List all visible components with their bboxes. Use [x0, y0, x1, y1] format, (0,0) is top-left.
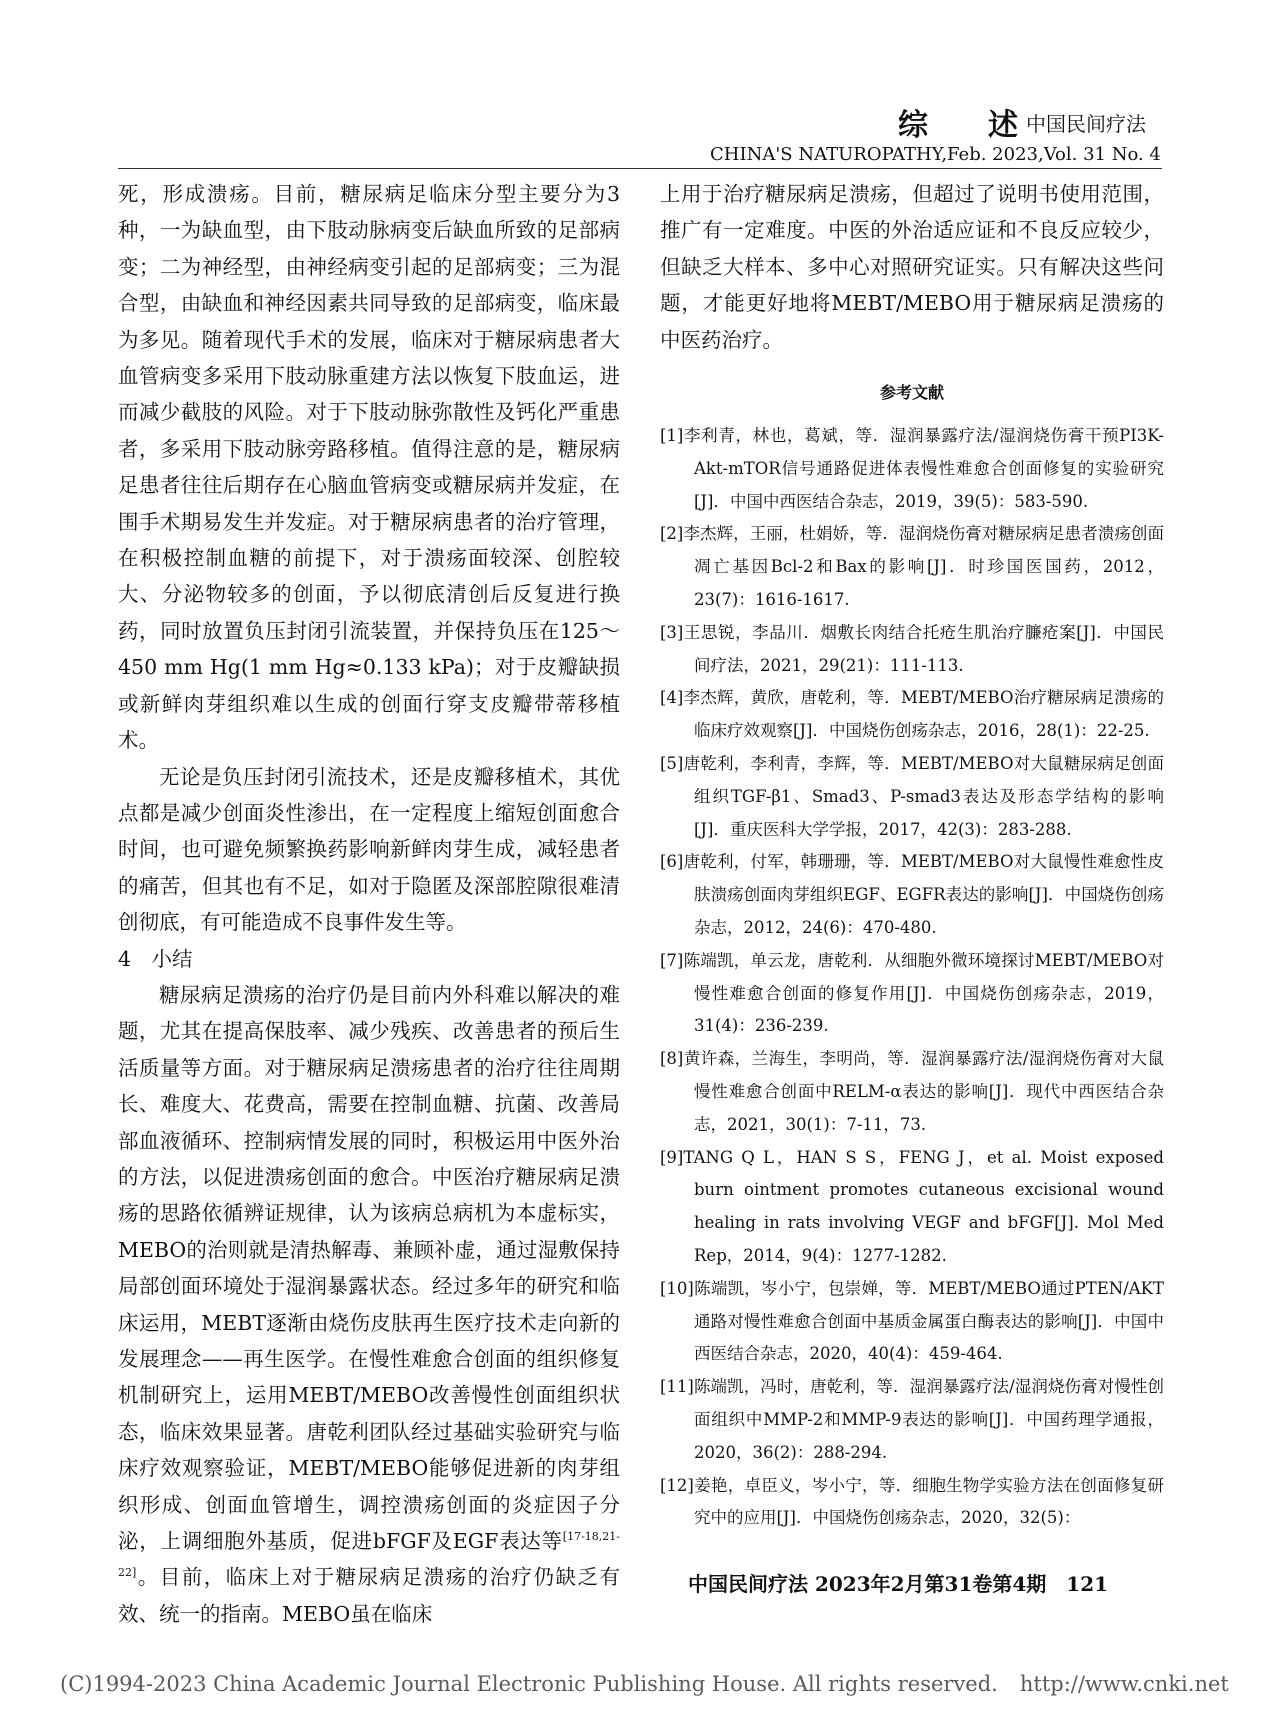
copyright-text: (C)1994-2023 China Academic Journal Electronic Publishing House. All rights reserved.: [60, 1672, 998, 1696]
paragraph-3-text-end: 。目前，临床上对于糖尿病足溃疡的治疗仍缺乏有效、统一的指南。MEBO虽在临床: [118, 1565, 620, 1626]
reference-item: [11]陈端凯，冯时，唐乾利，等．湿润暴露疗法/湿润烧伤膏对慢性创面组织中MMP-2和MMP-9表达的影响[J]．中国药理学通报，2020，36(2)：288-294.: [660, 1377, 1164, 1462]
body-paragraph-continued: 上用于治疗糖尿病足溃疡，但超过了说明书使用范围，推广有一定难度。中医的外治适应证和不良反应较少，但缺乏大样本、多中心对照研究证实。只有解决这些问题，才能更好地将MEBT/MEBO用于糖尿病足溃疡的中医药治疗。: [660, 182, 1164, 352]
paragraph-3-text: 糖尿病足溃疡的治疗仍是目前内外科难以解决的难题，尤其在提高保肢率、减少残疾、改善患者的预后生活质量等方面。对于糖尿病足溃疡患者的治疗往往周期长、难度大、花费高，需要在控制血糖、抗菌、改善局部血液循环、控制病情发展的同时，积极运用中医外治的方法，以促进溃疡创面的愈合。中医治疗糖尿病足溃疡的思路依循辨证规律，认为该病总病机为本虚标实，MEBO的治则就是清热解毒、兼顾补虚，通过湿敷保持局部创面环境处于湿润暴露状态。经过多年的研究和临床运用，MEBT逐渐由烧伤皮肤再生医疗技术走向新的发展理念——再生医学。在慢性难愈合创面的组织修复机制研究上，运用MEBT/MEBO改善慢性创面组织状态，临床效果显著。唐乾利团队经过基础实验研究与临床疗效观察验证，MEBT/MEBO能够促进新的肉芽组织形成、创面血管增生，调控溃疡创面的炎症因子分泌，上调细胞外基质，促进bFGF及EGF表达等: [118, 982, 620, 1554]
left-column: [118, 176, 620, 1632]
reference-item: [5]唐乾利，李利青，李辉，等．MEBT/MEBO对大鼠糖尿病足创面组织TGF-β1、Smad3、P-smad3表达及形态学结构的影响[J]．重庆医科大学学报，2017，42(3)：283-288.: [660, 754, 1164, 839]
section-heading-summary: 4 小结: [118, 946, 193, 971]
reference-item: [4]李杰辉，黄欣，唐乾利，等．MEBT/MEBO治疗糖尿病足溃疡的临床疗效观察[J]．中国烧伤创疡杂志，2016，28(1)：22-25.: [660, 688, 1164, 741]
reference-item: [7]陈端凯，单云龙，唐乾利．从细胞外微环境探讨MEBT/MEBO对慢性难愈合创面的修复作用[J]．中国烧伤创疡杂志，2019，31(4)：236-239.: [660, 950, 1164, 1036]
body-paragraph-2: 无论是负压封闭引流技术，还是皮瓣移植术，其优点都是减少创面炎性渗出，在一定程度上缩短创面愈合时间，也可避免频繁换药影响新鲜肉芽生成，减轻患者的痛苦，但其也有不足，如对于隐匿及深部腔隙很难清创彻底，有可能造成不良事件发生等。: [118, 764, 620, 935]
reference-item: [12]姜艳，卓臣义，岑小宁，等．细胞生物学实验方法在创面修复研究中的应用[J]．中国烧伤创疡杂志，2020，32(5)：: [660, 1475, 1164, 1528]
reference-item: [10]陈端凯，岑小宁，包崇婵，等．MEBT/MEBO通过PTEN/AKT通路对慢性难愈合创面中基质金属蛋白酶表达的影响[J]．中国中西医结合杂志，2020，40(4)：459-464.: [660, 1278, 1164, 1364]
section-label-char-1: 综: [898, 108, 930, 143]
footer-journal-issue: 中国民间疗法 2023年2月第31卷第4期 121: [688, 1572, 1109, 1596]
header-divider: [118, 168, 1162, 169]
citation-superscript: [17-18,21-22]: [118, 1530, 620, 1580]
section-label: [898, 100, 1020, 144]
section-label-char-2: 述: [988, 108, 1020, 143]
body-paragraph-1: 死，形成溃疡。目前，糖尿病足临床分型主要分为3种，一为缺血型，由下肢动脉病变后缺血所致的足部病变；二为神经型，由神经病变引起的足部病变；三为混合型，由缺血和神经因素共同导致的足部病变，临床最为多见。随着现代手术的发展，临床对于糖尿病患者大血管病变多采用下肢动脉重建方法以恢复下肢血运，进而减少截肢的风险。对于下肢动脉弥散性及钙化严重患者，多采用下肢动脉旁路移植。值得注意的是，糖尿病足患者往往后期存在心脑血管病变或糖尿病并发症，在围手术期易发生并发症。对于糖尿病患者的治疗管理，在积极控制血糖的前提下，对于溃疡面较深、创腔较大、分泌物较多的创面，予以彻底清创后反复进行换药，同时放置负压封闭引流装置，并保持负压在125～450 mm Hg(1 mm Hg≈0.133 kPa)；对于皮瓣缺损或新鲜肉芽组织难以生成的创面行穿支皮瓣带蒂移植术。: [118, 182, 620, 753]
reference-item: [3]王思锐，李品川．烟敷长肉结合托疮生肌治疗臁疮案[J]．中国民间疗法，2021，29(21)：111-113.: [660, 622, 1164, 675]
body-paragraph-3: [118, 977, 620, 1632]
reference-item: [1]李利青，林也，葛斌，等．湿润暴露疗法/湿润烧伤膏干预PI3K-Akt-mTOR信号通路促进体表慢性难愈合创面修复的实验研究[J]．中国中西医结合杂志，2019，39(5)：583-590.: [660, 426, 1164, 511]
cnki-url: http://www.cnki.net: [1019, 1672, 1229, 1696]
header-journal-name: 中国民间疗法: [1026, 112, 1146, 136]
reference-item: [2]李杰辉，王丽，杜娟娇，等．湿润烧伤膏对糖尿病足患者溃疡创面凋亡基因Bcl-2和Bax的影响[J]．时珍国医国药，2012，23(7)：1616-1617.: [660, 524, 1164, 610]
copyright-line: [60, 1672, 1229, 1696]
reference-item: [6]唐乾利，付军，韩珊珊，等．MEBT/MEBO对大鼠慢性难愈性皮肤溃疡创面肉芽组织EGF、EGFR表达的影响[J]．中国烧伤创疡杂志，2012，24(6)：470-480.: [660, 852, 1164, 937]
references-title: 参考文献: [879, 383, 944, 403]
reference-item: [8]黄许森，兰海生，李明尚，等．湿润暴露疗法/湿润烧伤膏对大鼠慢性难愈合创面中RELM-α表达的影响[J]．现代中西医结合杂志，2021，30(1)：7-11，73.: [660, 1049, 1164, 1134]
right-column: [660, 176, 1164, 1535]
reference-item: [9]TANG Q L，HAN S S，FENG J，et al. Moist exposed burn ointment promotes cutaneous excisional wound healing in rats involving VEGF and bFGF[J]. Mol Med Rep，2014，9(4)：1277-1282.: [660, 1147, 1164, 1265]
header-journal-meta: CHINA'S NATUROPATHY,Feb. 2023,Vol. 31 No. 4: [710, 144, 1161, 165]
